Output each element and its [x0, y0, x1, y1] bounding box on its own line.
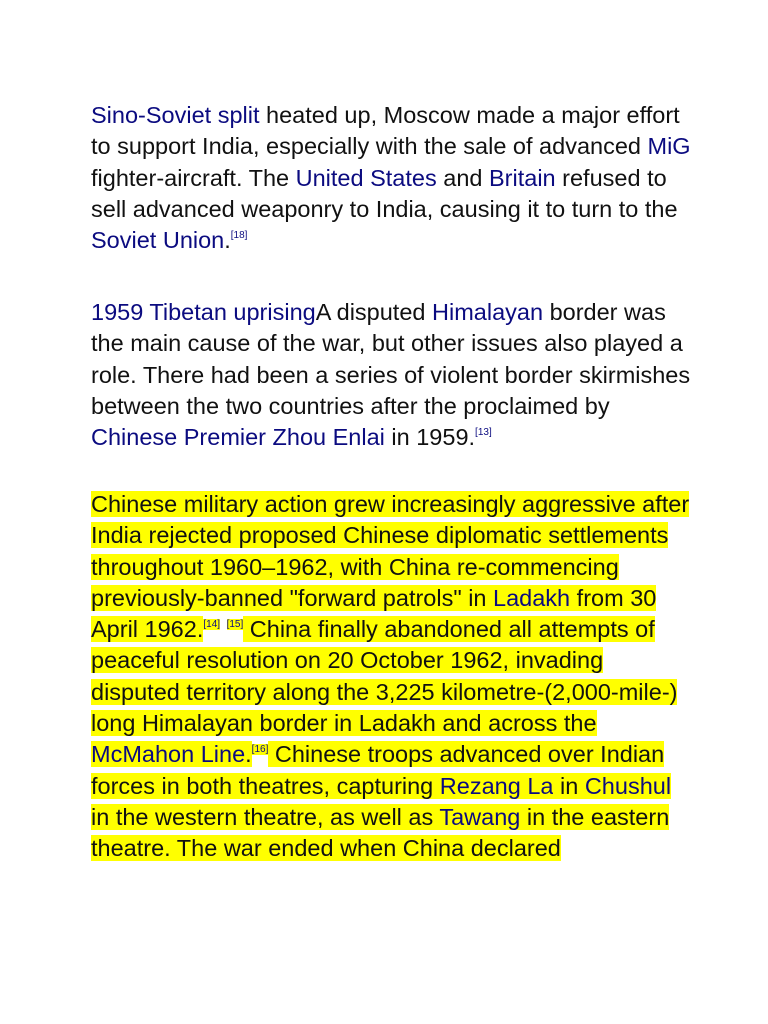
paragraph-tibetan [91, 297, 691, 453]
link-sino-soviet-split[interactable]: Sino-Soviet split [91, 102, 260, 128]
text: A disputed [315, 299, 433, 325]
link-rezang-la[interactable]: Rezang La [439, 772, 554, 799]
paragraph-highlighted [91, 489, 691, 865]
reference-15[interactable]: [15] [226, 619, 244, 631]
highlighted-text: Chinese troops advanced over Indian forces in both theatres, capturing [91, 741, 665, 799]
highlighted-text: in the western theatre, as well as [91, 803, 440, 830]
reference-14[interactable]: [14] [203, 619, 221, 631]
paragraph-sino-soviet [91, 100, 691, 256]
link-mig[interactable]: MiG [647, 133, 691, 160]
link-mcmahon-line[interactable]: McMahon Line [91, 741, 246, 768]
text: and [436, 164, 489, 191]
text: heated up, Moscow made a major effort to support India, especially with the sale of advanced [91, 102, 680, 160]
highlighted-text: from 30 April 1962. [91, 584, 657, 643]
highlighted-text: China finally abandoned all attempts of peaceful resolution on 20 October 1962, invading disputed territory along the 3,225 kilometre-(2,000-mile-) long Himalayan border in Ladakh and across the [91, 616, 678, 737]
link-1959-tibetan-uprising[interactable]: 1959 Tibetan uprising [91, 299, 316, 325]
text: . [224, 227, 231, 254]
text: fighter-aircraft. The [91, 164, 296, 191]
link-ladakh[interactable]: Ladakh [493, 584, 571, 611]
link-tawang[interactable]: Tawang [439, 803, 521, 830]
link-zhou-enlai[interactable]: Chinese Premier Zhou Enlai [91, 424, 385, 451]
link-soviet-union[interactable]: Soviet Union [91, 227, 225, 254]
link-united-states[interactable]: United States [295, 164, 437, 191]
link-himalayan[interactable]: Himalayan [432, 299, 544, 325]
highlighted-text: in [553, 772, 585, 799]
link-chushul[interactable]: Chushul [584, 772, 672, 799]
highlighted-text: in the eastern theatre. The war ended when China declared [91, 803, 670, 862]
reference-16[interactable]: [16] [251, 744, 269, 756]
reference-13[interactable]: [13] [475, 427, 492, 439]
highlighted-text: . [245, 741, 252, 768]
text: in 1959. [384, 424, 476, 451]
highlighted-text: Chinese military action grew increasingly aggressive after India rejected proposed Chinese diplomatic settlements throughout 1960–1962, with China re-commencing previously-banned "forward patrols" in [91, 491, 690, 611]
text: border was the main cause of the war, but other issues also played a role. There had been a series of violent border skirmishes between the two countries after the proclaimed by [91, 299, 691, 419]
link-britain[interactable]: Britain [489, 164, 556, 191]
text: refused to sell advanced weaponry to India, causing it to turn to the [91, 164, 678, 222]
reference-18[interactable]: [18] [230, 230, 248, 242]
